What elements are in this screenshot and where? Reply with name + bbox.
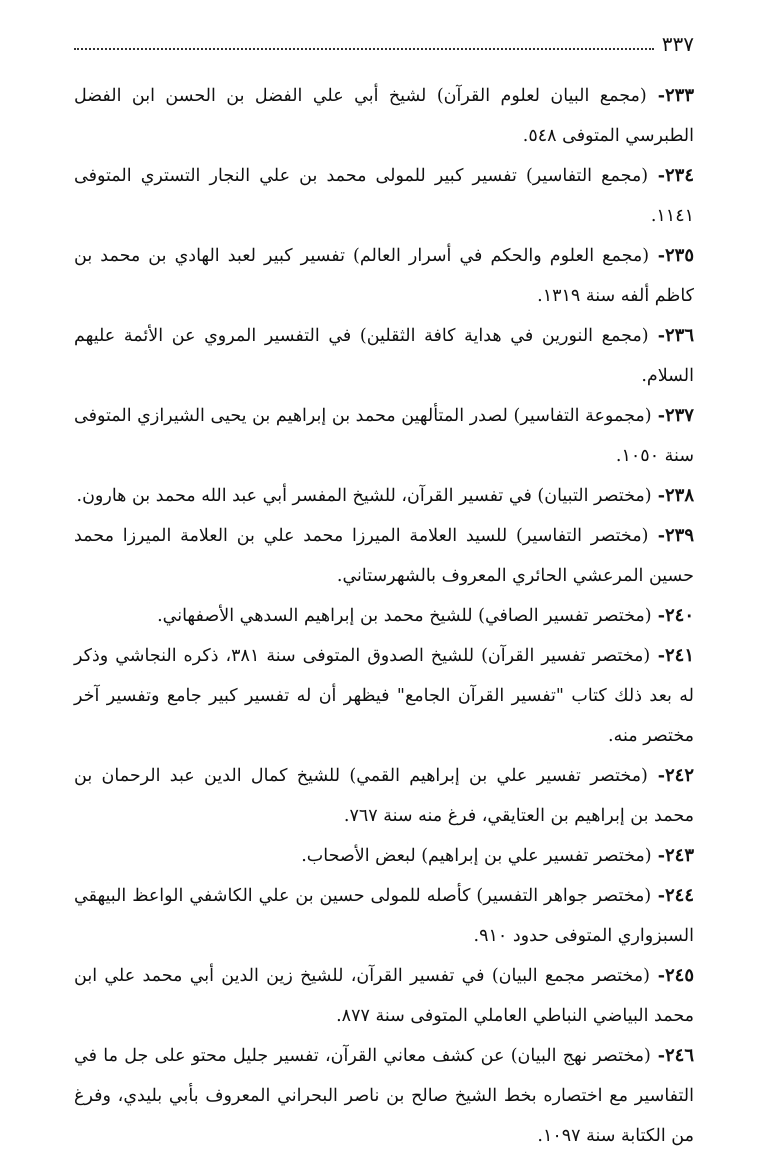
- entry-number: ٢٤٠: [664, 605, 694, 626]
- entry-number: ٢٣٣: [664, 85, 694, 106]
- entry-title: (مختصر نهج البيان): [510, 1046, 651, 1066]
- list-item: [74, 316, 694, 396]
- entry-dash: -: [651, 406, 665, 426]
- entry-title: (مختصر تفسير علي بن إبراهيم القمي): [349, 766, 648, 786]
- entry-text: للشيخ الصدوق المتوفى سنة ٣٨١، ذكره النجاشي وذكر له بعد ذلك كتاب "تفسير القرآن الجامع" فيظهر أن له تفسير كبير جامع وتفسير آخر مختصر منه.: [74, 646, 694, 746]
- list-item: [74, 1036, 694, 1156]
- entry-number: ٢٤٥: [664, 965, 694, 986]
- entry-title: (مختصر جواهر التفسير): [476, 886, 652, 906]
- list-item: [74, 956, 694, 1036]
- list-item: [74, 516, 694, 596]
- entry-number: ٢٤٤: [665, 885, 695, 906]
- list-item: [74, 236, 694, 316]
- entry-text: لبعض الأصحاب.: [301, 846, 422, 866]
- list-item: [74, 76, 694, 156]
- entry-dash: -: [651, 486, 665, 506]
- entry-text: لصدر المتألهين محمد بن إبراهيم بن يحيى الشيرازي المتوفى سنة ١٠٥٠.: [74, 406, 694, 466]
- entry-dash: -: [648, 526, 665, 546]
- entry-text: عن كشف معاني القرآن، تفسير جليل محتو على جل ما في التفاسير مع اختصاره بخط الشيخ صالح بن ناصر البحراني المعروف بأبي بليدي، وفرغ من الكتابة سنة ١٠٩٧.: [74, 1046, 694, 1146]
- list-item: [74, 876, 694, 956]
- list-item: [74, 476, 694, 516]
- entry-dash: -: [649, 246, 665, 266]
- entry-title: (مجموعة التفاسير): [513, 406, 652, 426]
- entry-title: (مجمع النورين في هداية كافة الثقلين): [359, 326, 649, 346]
- book-page: [74, 22, 695, 1146]
- list-item: [74, 596, 694, 636]
- entry-number: ٢٤٢: [664, 765, 694, 786]
- entry-number: ٢٤١: [665, 645, 695, 666]
- entry-title: (مختصر تفسير القرآن): [481, 646, 651, 666]
- entry-text: للشيخ كمال الدين عبد الرحمان بن محمد بن إبراهيم بن العتايقي، فرغ منه سنة ٧٦٧.: [74, 766, 694, 826]
- entry-title: (مجمع البيان لعلوم القرآن): [436, 86, 647, 106]
- entry-dash: -: [648, 166, 665, 186]
- list-item: [74, 756, 694, 836]
- entry-number: ٢٣٥: [664, 245, 694, 266]
- entry-dash: -: [651, 886, 665, 906]
- entry-number: ٢٣٦: [664, 325, 694, 346]
- entry-dash: -: [651, 846, 665, 866]
- entry-number: ٢٤٣: [664, 845, 694, 866]
- entry-title: (مختصر التبيان): [537, 486, 652, 506]
- entry-title: (مجمع التفاسير): [525, 166, 649, 186]
- entry-title: (مختصر تفسير علي بن إبراهيم): [421, 846, 652, 866]
- header-dotted-rule: [74, 38, 654, 50]
- entry-title: (مختصر تفسير الصافي): [478, 606, 652, 626]
- entry-number: ٢٤٦: [664, 1045, 694, 1066]
- entry-dash: -: [648, 326, 665, 346]
- list-item: [74, 636, 694, 756]
- entry-text: للشيخ محمد بن إبراهيم السدهي الأصفهاني.: [157, 606, 479, 626]
- entry-text: في التفسير المروي عن الأئمة عليهم السلام.: [74, 326, 694, 386]
- entry-number: ٢٣٩: [665, 525, 695, 546]
- entry-number: ٢٣٨: [664, 485, 694, 506]
- entry-text: تفسير كبير لعبد الهادي بن محمد بن كاظم ألفه سنة ١٣١٩.: [74, 246, 694, 306]
- entry-dash: -: [647, 766, 665, 786]
- entry-dash: -: [649, 966, 665, 986]
- entry-text: لشيخ أبي علي الفضل بن الحسن ابن الفضل الطبرسي المتوفى ٥٤٨.: [74, 86, 694, 146]
- entry-text: كأصله للمولى حسين بن علي الكاشفي الواعظ البيهقي السبزواري المتوفى حدود ٩١٠.: [74, 886, 694, 946]
- entry-list: [74, 76, 694, 1156]
- entry-text: تفسير كبير للمولى محمد بن علي النجار التستري المتوفى ١١٤١.: [74, 166, 694, 226]
- entry-dash: -: [646, 86, 665, 106]
- entry-title: (مجمع العلوم والحكم في أسرار العالم): [353, 246, 650, 266]
- entry-text: في تفسير القرآن، للشيخ زين الدين أبي محمد علي ابن محمد البياضي النباطي العاملي المتوفى سنة ٨٧٧.: [74, 966, 694, 1026]
- entry-number: ٢٣٧: [664, 405, 694, 426]
- entry-dash: -: [650, 646, 665, 666]
- list-item: [74, 836, 694, 876]
- entry-dash: -: [650, 1046, 665, 1066]
- entry-title: (مختصر التفاسير): [515, 526, 649, 546]
- entry-title: (مختصر مجمع البيان): [491, 966, 650, 986]
- entry-dash: -: [651, 606, 665, 626]
- list-item: [74, 156, 694, 236]
- page-header: [74, 22, 694, 56]
- list-item: [74, 396, 694, 476]
- entry-number: ٢٣٤: [665, 165, 695, 186]
- page-number: ٣٣٧: [661, 32, 694, 56]
- entry-text: للسيد العلامة الميرزا محمد علي بن العلامة الميرزا محمد حسين المرعشي الحائري المعروف بالشهرستاني.: [74, 526, 694, 586]
- entry-text: في تفسير القرآن، للشيخ المفسر أبي عبد الله محمد بن هارون.: [76, 486, 538, 506]
